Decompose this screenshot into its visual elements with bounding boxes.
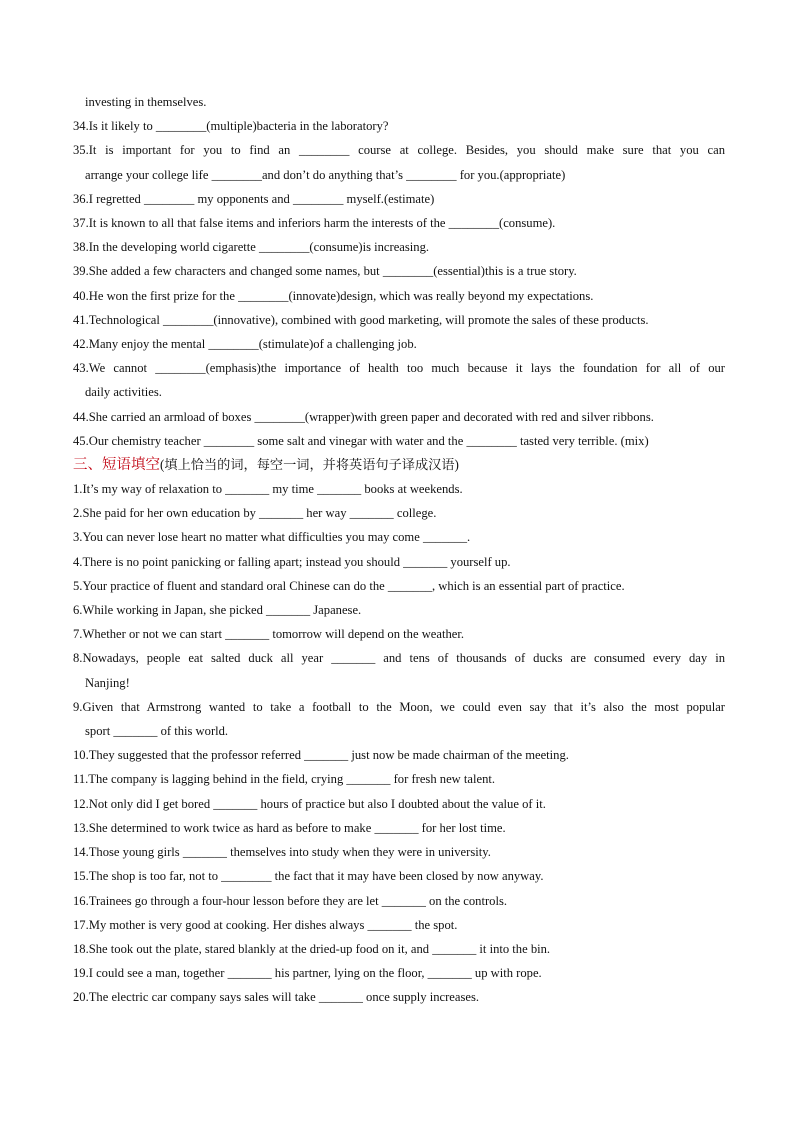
question-line: 1.It’s my way of relaxation to _______ my time _______ books at weekends. xyxy=(73,482,463,497)
question-line: 37.It is known to all that false items and inferiors harm the interests of the ________(consume). xyxy=(73,216,556,231)
section-heading xyxy=(73,453,725,477)
question-line: 40.He won the first prize for the ________(innovate)design, which was really beyond my expectations. xyxy=(73,288,594,303)
question-line: 17.My mother is very good at cooking. Her dishes always _______ the spot. xyxy=(73,917,458,932)
question-line: arrange your college life ________and don’t do anything that’s ________ for you.(appropriate) xyxy=(85,167,566,182)
question-line: 34.Is it likely to ________(multiple)bacteria in the laboratory? xyxy=(73,119,389,134)
question-line: 3.You can never lose heart no matter what difficulties you may come _______. xyxy=(73,530,471,545)
question-line: 36.I regretted ________ my opponents and ________ myself.(estimate) xyxy=(73,191,435,206)
section-heading-instruction: (填上恰当的词，每空一词，并将英语句子译成汉语) xyxy=(160,457,459,473)
question-line: 39.She added a few characters and changed some names, but ________(essential)this is a true story. xyxy=(73,264,577,279)
question-line: 5.Your practice of fluent and standard oral Chinese can do the _______, which is an essential part of practice. xyxy=(73,578,625,593)
question-line: 20.The electric car company says sales will take _______ once supply increases. xyxy=(73,990,480,1005)
question-line: 7.Whether or not we can start _______ tomorrow will depend on the weather. xyxy=(73,627,464,642)
question-line: investing in themselves. xyxy=(85,95,207,109)
question-line: 41.Technological ________(innovative), combined with good marketing, will promote the sales of these products. xyxy=(73,312,649,327)
question-line: 11.The company is lagging behind in the field, crying _______ for fresh new talent. xyxy=(73,772,496,787)
question-line: Nanjing! xyxy=(85,675,130,690)
question-line: 43.We cannot ________(emphasis)the importance of health too much because it lays the foundation for all of our xyxy=(73,361,725,376)
section-heading-title: 三、短语填空 xyxy=(73,457,160,474)
question-line: sport _______ of this world. xyxy=(85,724,229,739)
question-line: 13.She determined to work twice as hard as before to make _______ for her lost time. xyxy=(73,820,506,835)
question-line: 6.While working in Japan, she picked _______ Japanese. xyxy=(73,603,362,618)
question-line: 16.Trainees go through a four-hour lesson before they are let _______ on the controls. xyxy=(73,893,508,908)
question-line: 10.They suggested that the professor referred _______ just now be made chairman of the meeting. xyxy=(73,748,569,763)
question-line: 15.The shop is too far, not to ________ the fact that it may have been closed by now anyway. xyxy=(73,869,544,884)
question-line: 35.It is important for you to find an ________ course at college. Besides, you should make sure that you can xyxy=(73,143,725,158)
question-line: 14.Those young girls _______ themselves into study when they were in university. xyxy=(73,845,491,860)
section-phrase-fill xyxy=(73,477,725,1009)
document-page xyxy=(73,90,725,1010)
question-line: 9.Given that Armstrong wanted to take a football to the Moon, we could even say that it’s also the most popular xyxy=(73,699,725,714)
question-line: 18.She took out the plate, stared blankly at the dried-up food on it, and _______ it into the bin. xyxy=(73,941,551,956)
question-line: 42.Many enjoy the mental ________(stimulate)of a challenging job. xyxy=(73,337,417,352)
question-line: 12.Not only did I get bored _______ hours of practice but also I doubted about the value of it. xyxy=(73,796,546,811)
section-word-forms xyxy=(73,90,725,453)
question-line: 45.Our chemistry teacher ________ some salt and vinegar with water and the ________ tasted very terrible. (mix) xyxy=(73,433,649,448)
question-line: 4.There is no point panicking or falling apart; instead you should _______ yourself up. xyxy=(73,554,511,569)
question-line: 2.She paid for her own education by _______ her way _______ college. xyxy=(73,506,437,521)
question-line: 44.She carried an armload of boxes ________(wrapper)with green paper and decorated with red and silver ribbons. xyxy=(73,409,654,424)
question-line: 8.Nowadays, people eat salted duck all year _______ and tens of thousands of ducks are consumed every day in xyxy=(73,651,725,666)
question-line: 19.I could see a man, together _______ his partner, lying on the floor, _______ up with rope. xyxy=(73,966,542,981)
question-line: 38.In the developing world cigarette ________(consume)is increasing. xyxy=(73,240,430,255)
question-line: daily activities. xyxy=(85,385,162,400)
